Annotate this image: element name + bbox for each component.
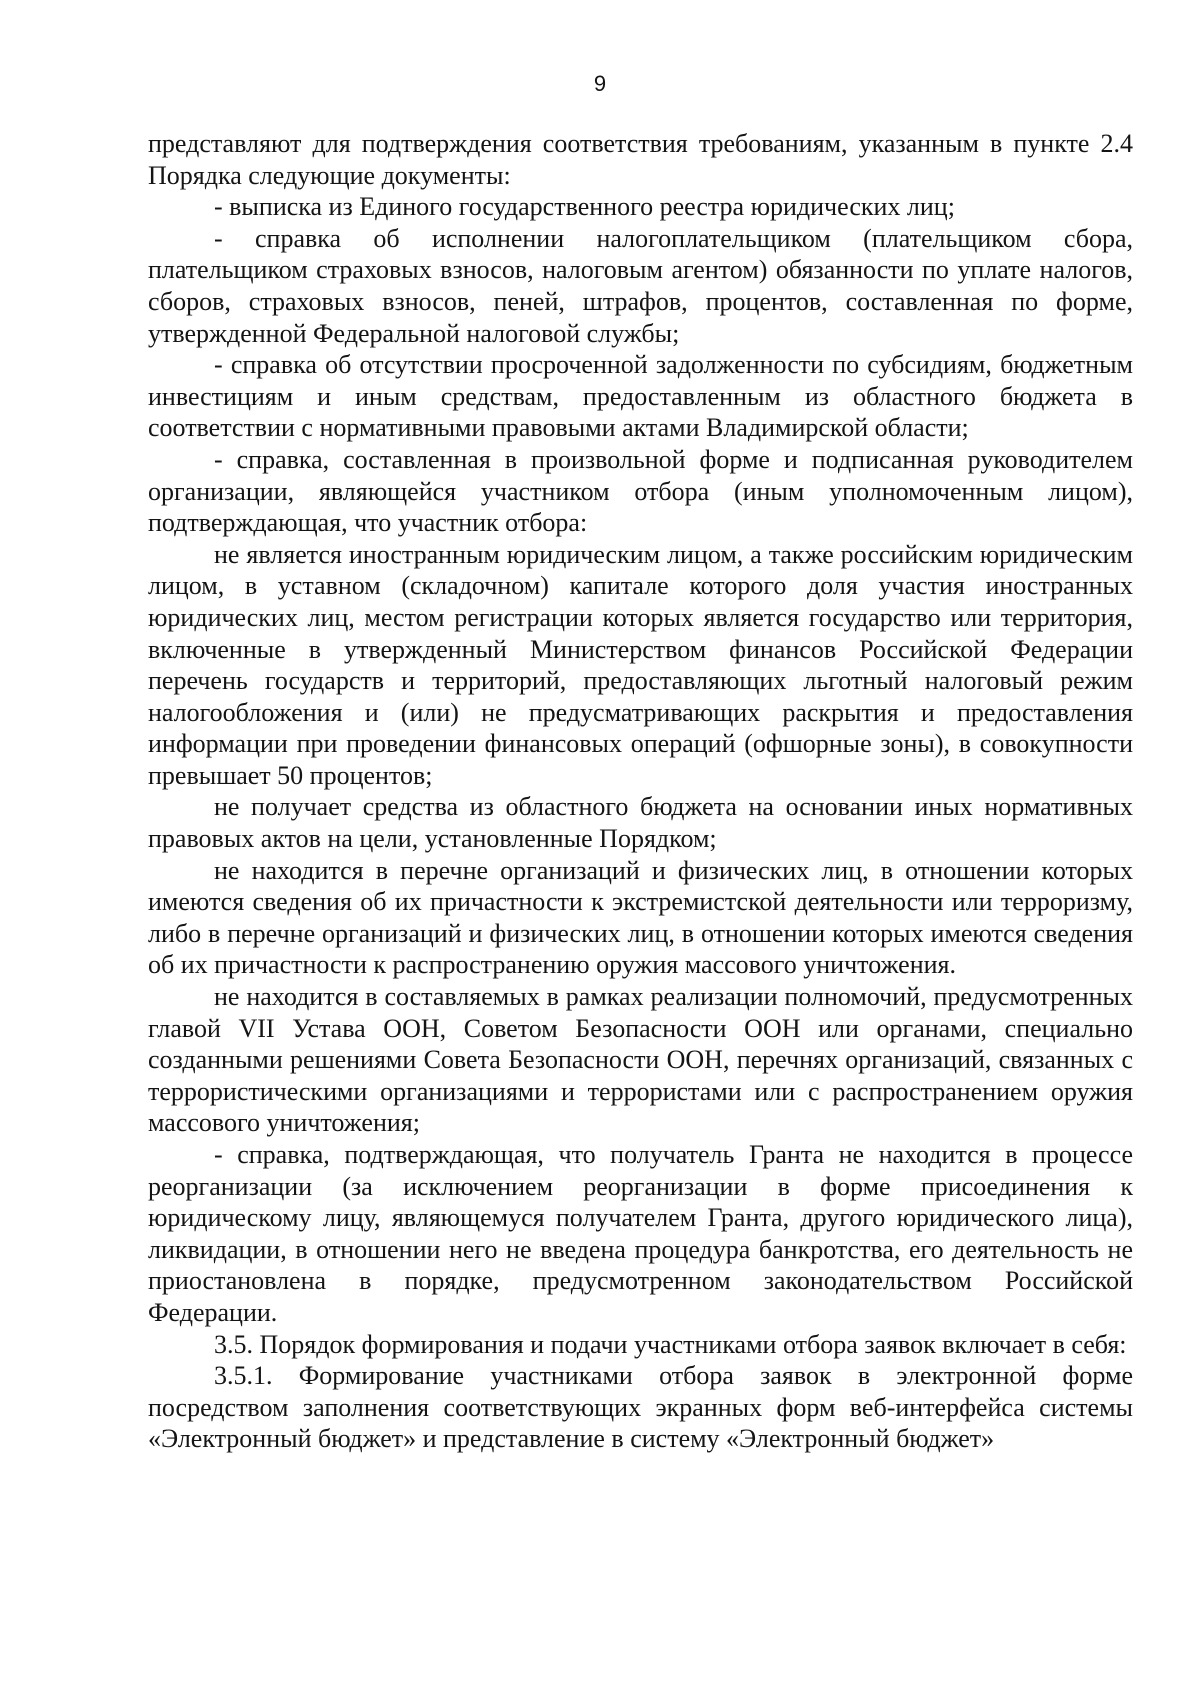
section-3-5-1-text: 3.5.1. Формирование участниками отбора заявок в электронной форме посредством заполнения соответствующих экранных форм веб-интерфейса системы «Электронный бюджет» и представление в систему «Электронный бюджет» (148, 1361, 1133, 1454)
paragraph-intro-continuation: представляют для подтверждения соответствия требованиям, указанным в пункте 2.4 Порядка следующие документы: (148, 129, 1133, 190)
list-item-no-debt-certificate: - справка об отсутствии просроченной задолженности по субсидиям, бюджетным инвестициям и иным средствам, предоставленным из областного бюджета в соответствии с нормативными правовыми актами Владимирской области; (148, 350, 1133, 443)
section-3-5-heading: 3.5. Порядок формирования и подачи участниками отбора заявок включает в себя: (214, 1329, 1127, 1359)
paragraph-not-extremist-list: не находится в перечне организаций и физических лиц, в отношении которых имеются сведения об их причастности к экстремистской деятельности или терроризму, либо в перечне организаций и физических лиц, в отношении которых имеются сведения об их причастности к распространению оружия массового уничтожения. (148, 855, 1133, 980)
list-item-no-reorganization-certificate: - справка, подтверждающая, что получатель Гранта не находится в процессе реорганизации (за исключением реорганизации в форме присоединения к юридическому лицу, являющемуся получателем Гранта, другого юридического лица), ликвидации, в отношении него не введена процедура банкротства, его деятельность не приостановлена в порядке, предусмотренном законодательством Российской Федерации. (148, 1140, 1133, 1327)
list-item-free-form-certificate: - справка, составленная в произвольной форме и подписанная руководителем организации, являющейся участником отбора (иным уполномоченным лицом), подтверждающая, что участник отбора: (148, 444, 1133, 538)
paragraph-not-foreign-entity: не является иностранным юридическим лицом, а также российским юридическим лицом, в уставном (складочном) капитале которого доля участия иностранных юридических лиц, местом регистрации которых является государство или территория, включенные в утвержденный Министерством финансов Российской Федерации перечень государств и территорий, предоставляющих льготный налоговый режим налогообложения и (или) не предусматривающих раскрытия и предоставления информации при проведении финансовых операций (офшорные зоны), в совокупности превышает 50 процентов; (148, 539, 1133, 790)
document-body (148, 128, 1133, 1455)
list-item-tax-certificate: - справка об исполнении налогоплательщиком (плательщиком сбора, плательщиком страховых взносов, налоговым агентом) обязанности по уплате налогов, сборов, страховых взносов, пеней, штрафов, процентов, составленная по форме, утвержденной Федеральной налоговой службы; (148, 223, 1133, 348)
list-item-egrul-extract: - выписка из Единого государственного реестра юридических лиц; (214, 192, 955, 222)
paragraph-no-other-funds: не получает средства из областного бюджета на основании иных нормативных правовых актов на цели, установленные Порядком; (148, 792, 1133, 854)
paragraph-not-un-list: не находится в составляемых в рамках реализации полномочий, предусмотренных главой VII Устава ООН, Советом Безопасности ООН или органами, специально созданными решениями Совета Безопасности ООН, перечнях организаций, связанных с террористическими организациями и террористами или с распространением оружия массового уничтожения; (148, 982, 1133, 1138)
page-number: 9 (593, 71, 607, 96)
